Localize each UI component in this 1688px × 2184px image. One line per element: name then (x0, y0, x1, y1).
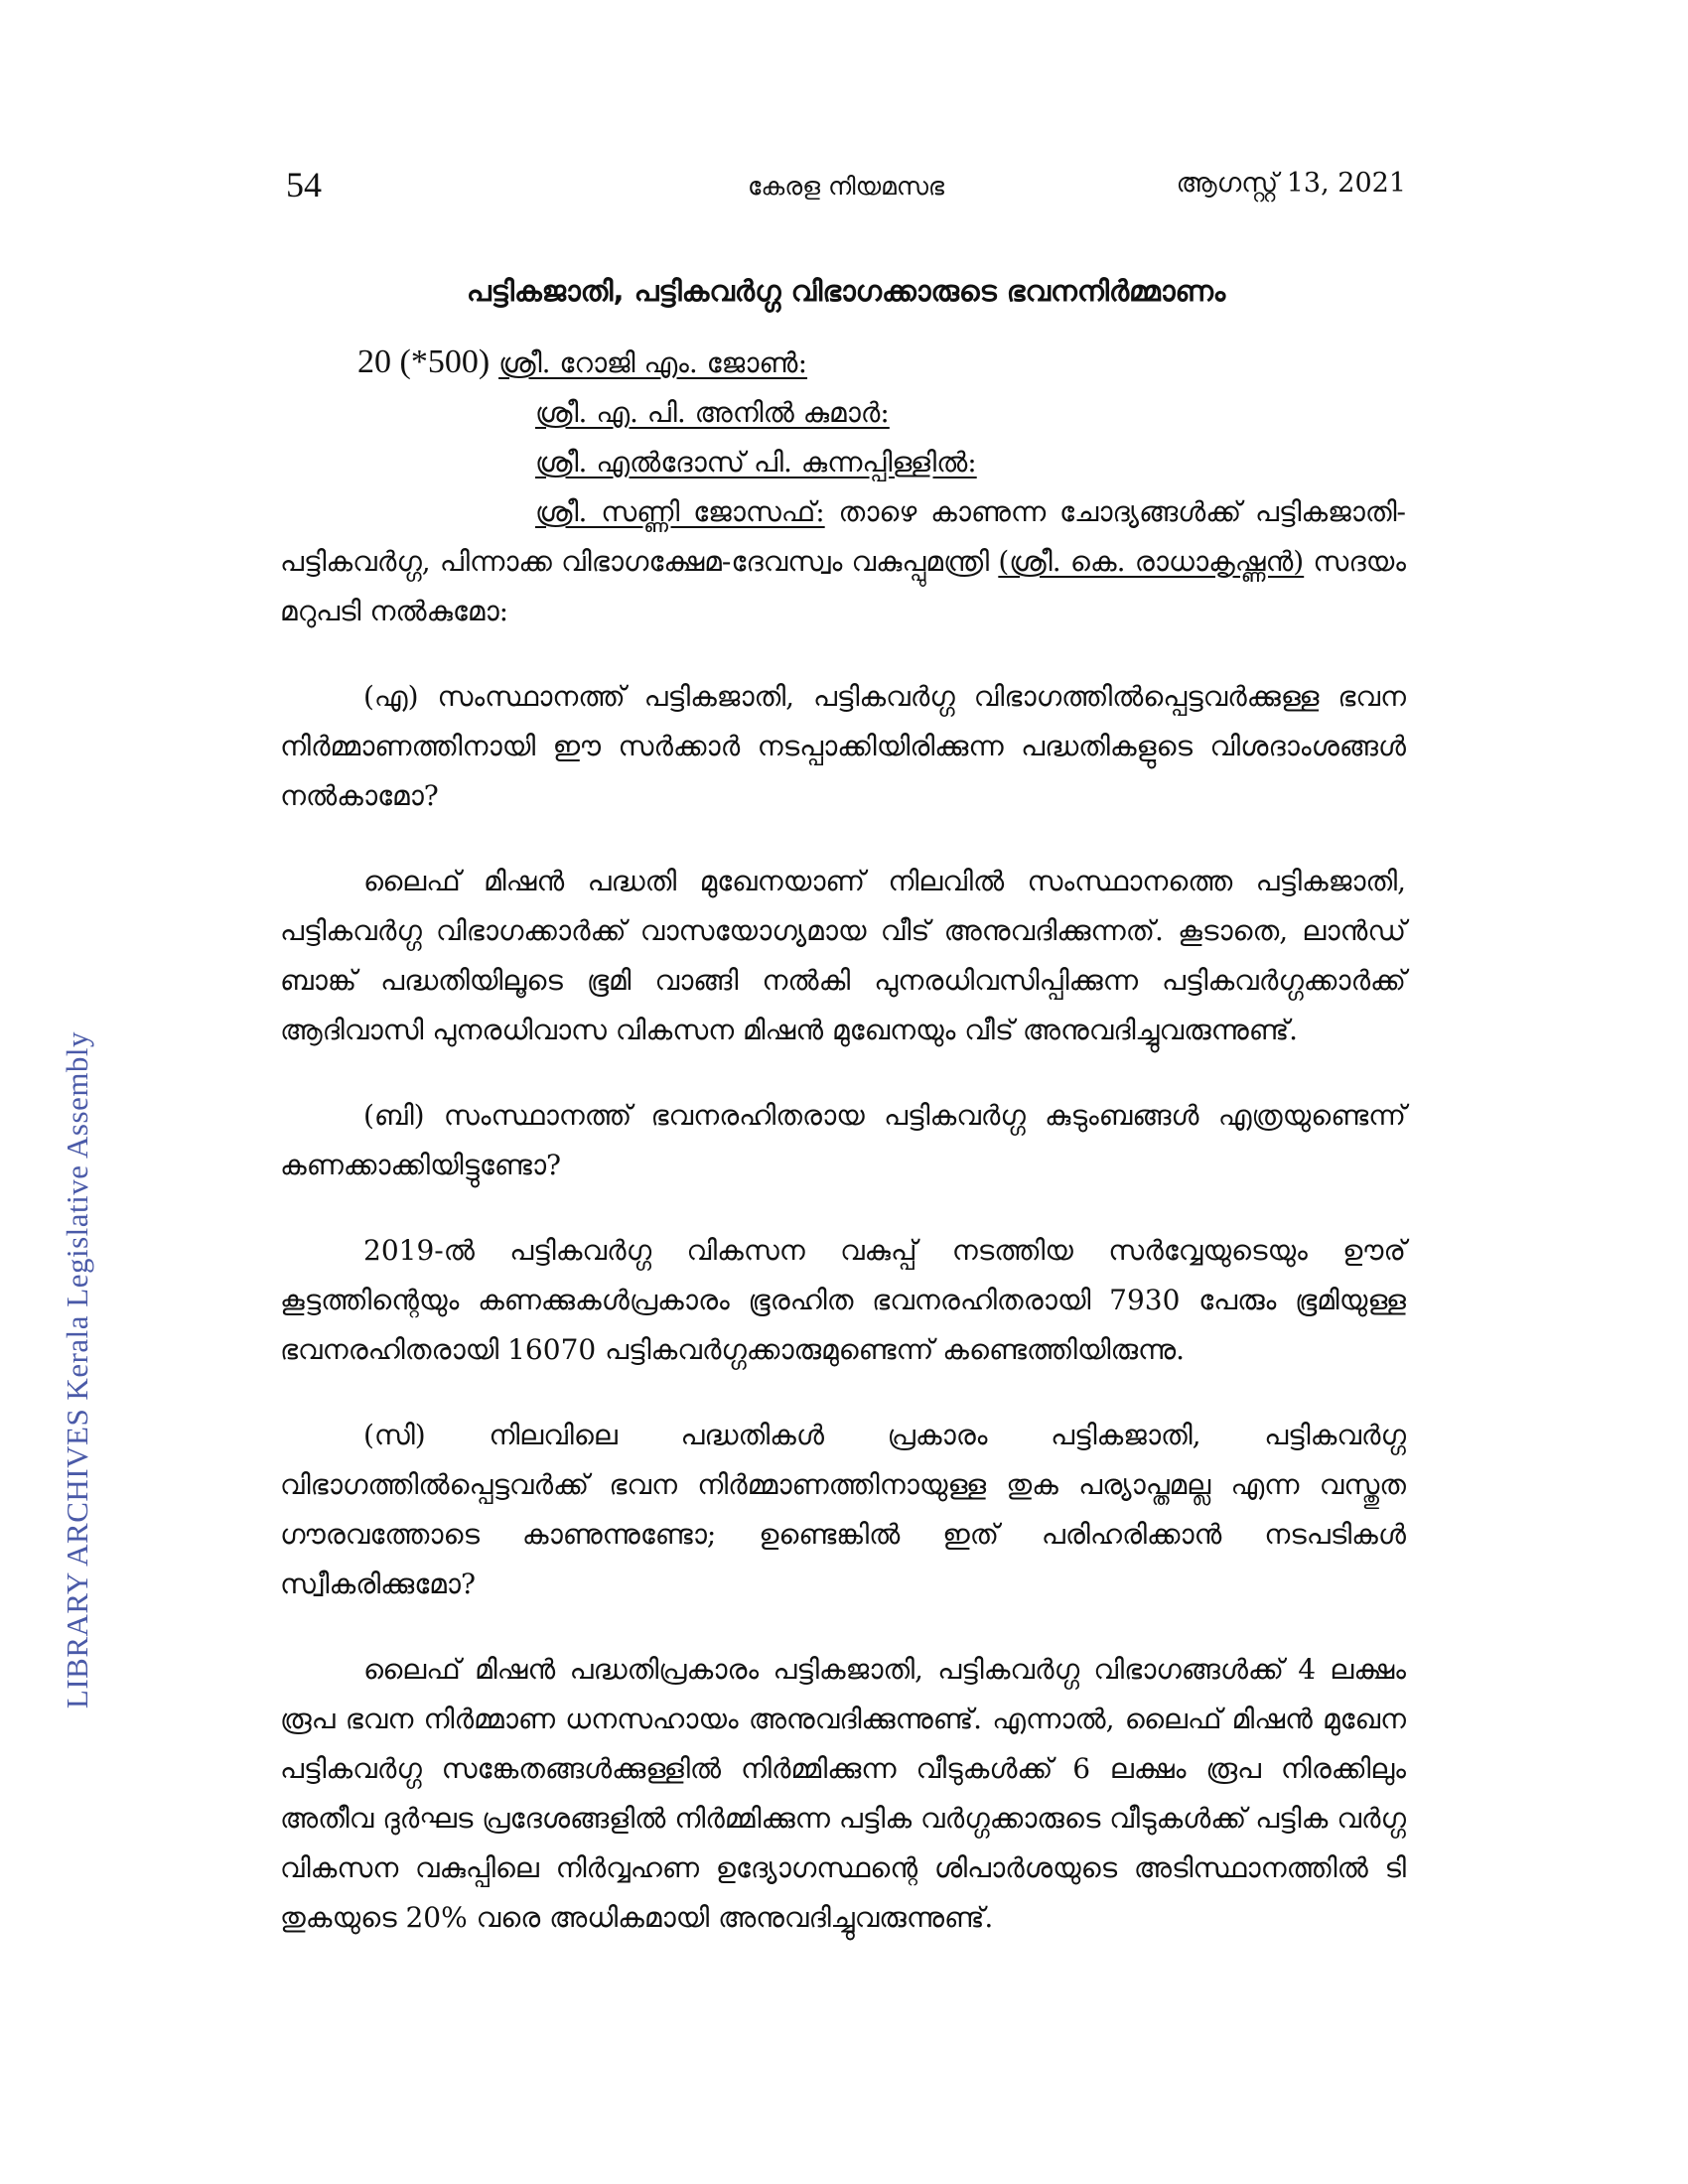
question-a: (എ) സംസ്ഥാനത്ത് പട്ടികജാതി, പട്ടികവർഗ്ഗ വിഭാഗത്തിൽപ്പെട്ടവർക്കുള്ള ഭവന നിർമ്മാണത്തിനായി ഈ സർക്കാർ നടപ്പാക്കിയിരിക്കുന്ന പദ്ധതികളുടെ വിശദാംശങ്ങൾ നൽകാമോ? (280, 680, 1406, 812)
question-intro-text: താഴെ കാണുന്ന ചോദ്യങ്ങൾക്ക് പട്ടികജാതി-പട്ടികവർഗ്ഗ, പിന്നാക്ക വിഭാഗക്ഷേമ-ദേവസ്വം വകുപ്പുമന്ത്രി (280, 495, 1406, 578)
question-intro-end: സദയം മറുപടി നൽകുമോ: (280, 545, 1406, 627)
page-number: 54 (286, 165, 322, 205)
answer-b: 2019-ൽ പട്ടികവർഗ്ഗ വികസന വകുപ്പ് നടത്തിയ സർവ്വേയുടെയും ഊര് കൂട്ടത്തിന്റെയും കണക്കുകൾപ്രകാരം ഭൂരഹിത ഭവനരഹിതരായി 7930 പേരും ഭൂമിയുള്ള ഭവനരഹിതരായി 16070 പട്ടികവർഗ്ഗക്കാരുമുണ്ടെന്ന് കണ്ടെത്തിയിരുന്നു. (280, 1234, 1406, 1366)
member-name-2: ശ്രീ. എ. പി. അനിൽ കുമാർ: (535, 396, 890, 429)
member-name-4: ശ്രീ. സണ്ണി ജോസഫ്: (535, 495, 825, 528)
header-date: ആഗസ്റ്റ് 13, 2021 (1176, 168, 1406, 199)
document-body (280, 338, 1406, 1943)
question-intro (280, 487, 1406, 636)
member-name-3: ശ്രീ. എൽദോസ് പി. കുന്നപ്പിള്ളിൽ: (535, 446, 977, 478)
question-line-1 (280, 338, 1406, 388)
header-title: കേരള നിയമസഭ (748, 172, 944, 201)
question-line-2 (280, 388, 1406, 438)
member-name-1: ശ്രീ. റോജി എം. ജോൺ: (498, 346, 808, 379)
question-c: (സി) നിലവിലെ പദ്ധതികൾ പ്രകാരം പട്ടികജാതി, പട്ടികവർഗ്ഗ വിഭാഗത്തിൽപ്പെട്ടവർക്ക് ഭവന നിർമ്മാണത്തിനായുള്ള തുക പര്യാപ്തമല്ല എന്ന വസ്തുത ഗൗരവത്തോടെ കാണുന്നുണ്ടോ; ഉണ്ടെങ്കിൽ ഇത് പരിഹരിക്കാൻ നടപടികൾ സ്വീകരിക്കുമോ? (280, 1419, 1406, 1600)
answer-c: ലൈഫ് മിഷൻ പദ്ധതിപ്രകാരം പട്ടികജാതി, പട്ടികവർഗ്ഗ വിഭാഗങ്ങൾക്ക് 4 ലക്ഷം രൂപ ഭവന നിർമ്മാണ ധനസഹായം അനുവദിക്കുന്നുണ്ട്. എന്നാൽ, ലൈഫ് മിഷൻ മുഖേന പട്ടികവർഗ്ഗ സങ്കേതങ്ങൾക്കുള്ളിൽ നിർമ്മിക്കുന്ന വീടുകൾക്ക് 6 ലക്ഷം രൂപ നിരക്കിലും അതീവ ദുർഘട പ്രദേശങ്ങളിൽ നിർമ്മിക്കുന്ന പട്ടിക വർഗ്ഗക്കാരുടെ വീടുകൾക്ക് പട്ടിക വർഗ്ഗ വികസന വകുപ്പിലെ നിർവ്വഹണ ഉദ്യോഗസ്ഥന്റെ ശിപാർശയുടെ അടിസ്ഥാനത്തിൽ ടി തുകയുടെ 20% വരെ അധികമായി അനുവദിച്ചുവരുന്നുണ്ട്. (280, 1653, 1406, 1934)
question-b: (ബി) സംസ്ഥാനത്ത് ഭവനരഹിതരായ പട്ടികവർഗ്ഗ കുടുംബങ്ങൾ എത്രയുണ്ടെന്ന് കണക്കാക്കിയിട്ടുണ്ടോ? (280, 1099, 1406, 1181)
question-number: 20 (*500) (357, 343, 491, 380)
answer-a: ലൈഫ് മിഷൻ പദ്ധതി മുഖേനയാണ് നിലവിൽ സംസ്ഥാനത്തെ പട്ടികജാതി, പട്ടികവർഗ്ഗ വിഭാഗക്കാർക്ക് വാസയോഗ്യമായ വീട് അനുവദിക്കുന്നത്. കൂടാതെ, ലാൻഡ് ബാങ്ക് പദ്ധതിയിലൂടെ ഭൂമി വാങ്ങി നൽകി പുനരധിവസിപ്പിക്കുന്ന പട്ടികവർഗ്ഗക്കാർക്ക് ആദിവാസി പുനരധിവാസ വികസന മിഷൻ മുഖേനയും വീട് അനുവദിച്ചുവരുന്നുണ്ട്. (280, 865, 1406, 1046)
page-header (286, 164, 1406, 213)
section-heading: പട്ടികജാതി, പട്ടികവർഗ്ഗ വിഭാഗക്കാരുടെ ഭവനനിർമ്മാണം (466, 274, 1226, 308)
minister-name: (ശ്രീ. കെ. രാധാകൃഷ്ണൻ) (998, 545, 1305, 578)
library-archives-watermark: LIBRARY ARCHIVES Kerala Legislative Assembly (60, 1030, 94, 1709)
question-line-3 (280, 438, 1406, 487)
